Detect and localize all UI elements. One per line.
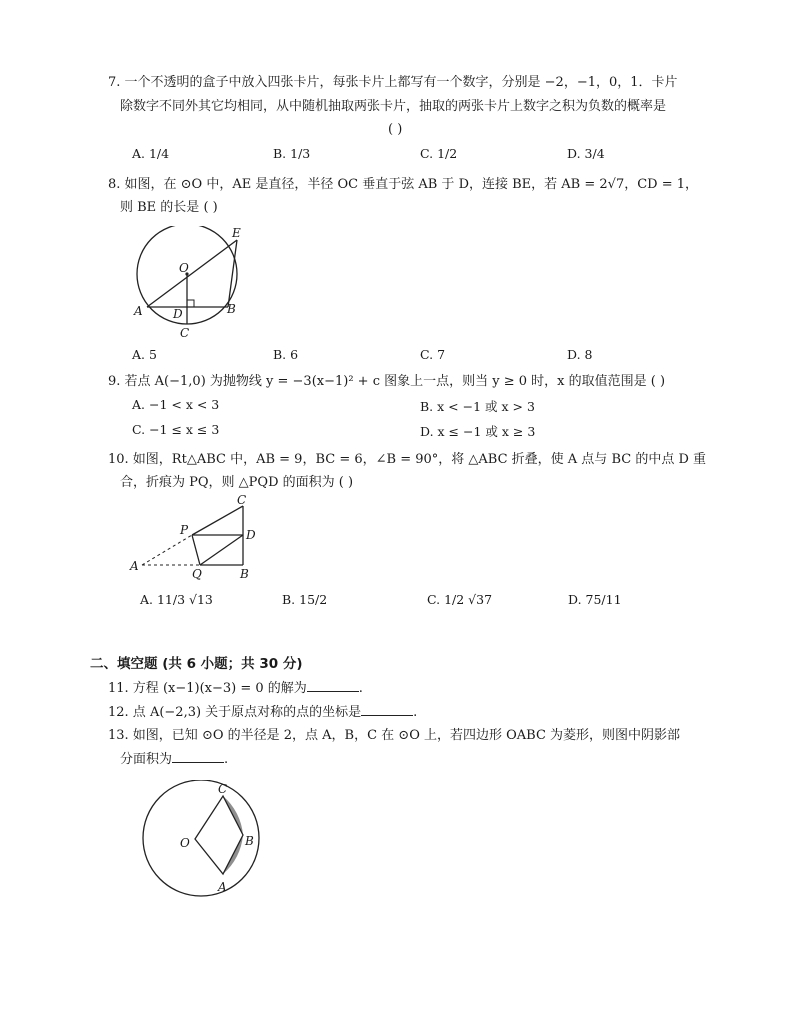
q11-text: 11. 方程 (x−1)(x−3) = 0 的解为 [108, 681, 307, 696]
section-title: 二、填空题 (共 6 小题；共 30 分) [90, 656, 303, 672]
q8-option-a: A. 5 [132, 347, 157, 362]
q13-label-a: A [218, 880, 227, 894]
q8-option-d: D. 8 [567, 347, 593, 362]
q10-option-b: B. 15/2 [282, 592, 328, 607]
q10-option-a: A. 11/3 √13 [140, 592, 213, 607]
q8-figure [128, 226, 248, 341]
q10-fold-qd [200, 535, 243, 565]
q11 [108, 679, 363, 698]
q10-label-c: C [237, 494, 247, 507]
q8-option-b: B. 6 [273, 347, 299, 362]
q10-line2: 合，折痕为 PQ，则 △PQD 的面积为 ( ) [120, 475, 354, 490]
q8-right-angle-mark [187, 300, 194, 307]
q10-figure [128, 494, 263, 582]
q8-line2: 则 BE 的长是 ( ) [120, 200, 218, 215]
q13-line1: 13. 如图，已知 ⊙O 的半径是 2，点 A，B，C 在 ⊙O 上，若四边形 OABC 为菱形，则图中阴影部 [108, 728, 681, 743]
q9-option-b: B. x < −1 或 x > 3 [420, 399, 535, 414]
q12 [108, 703, 417, 722]
q8-option-c: C. 7 [420, 347, 446, 362]
q13-rhombus-oabc [195, 796, 243, 874]
q10-label-d: D [246, 528, 256, 542]
q10-label-p: P [180, 523, 189, 537]
q12-end: . [413, 705, 418, 720]
q13-label-c: C [218, 782, 228, 796]
q12-text: 12. 点 A(−2,3) 关于原点对称的点的坐标是 [108, 705, 362, 720]
q8-label-d: D [173, 307, 183, 321]
q8-label-a: A [134, 304, 143, 318]
q10-segment-pc [192, 506, 243, 535]
q7-option-a: A. 1/4 [132, 146, 170, 161]
q7-line2: 除数字不同外其它均相同，从中随机抽取两张卡片，抽取的两张卡片上数字之积为负数的概率是 [120, 99, 667, 114]
q13-figure [135, 780, 270, 898]
q10-label-q: Q [192, 567, 202, 581]
q9-option-a: A. −1 < x < 3 [132, 397, 220, 412]
q7-answer-paren: ( ) [388, 122, 403, 137]
q7-option-c: C. 1/2 [420, 146, 458, 161]
q8-diameter-ae [147, 240, 237, 307]
q10-dashed-ap [142, 535, 192, 565]
q11-end: . [358, 681, 363, 696]
q7-line1: 7. 一个不透明的盒子中放入四张卡片，每张卡片上都写有一个数字，分别是 −2，−1，0，1．卡片 [108, 75, 678, 90]
q13-answer-blank[interactable] [172, 750, 224, 763]
q11-answer-blank[interactable] [307, 679, 359, 692]
q10-line1: 10. 如图，Rt△ABC 中，AB = 9，BC = 6，∠B = 90°，将 △ABC 折叠，使 A 点与 BC 的中点 D 重 [108, 452, 707, 467]
q7-option-d: D. 3/4 [567, 146, 605, 161]
q8-label-c: C [180, 326, 190, 340]
q13-line2-text: 分面积为 [120, 752, 173, 767]
q13-label-o: O [180, 836, 190, 850]
q10-label-b: B [240, 567, 249, 581]
q9-line1: 9. 若点 A(−1,0) 为抛物线 y = −3(x−1)² + c 图象上一点，则当 y ≥ 0 时，x 的取值范围是 ( ) [108, 374, 666, 389]
q8-label-b: B [227, 302, 236, 316]
q8-segment-be [228, 240, 237, 307]
q13-label-b: B [245, 834, 254, 848]
q8-label-o: O [179, 261, 189, 275]
q9-option-d: D. x ≤ −1 或 x ≥ 3 [420, 424, 536, 439]
q8-line1: 8. 如图，在 ⊙O 中，AE 是直径，半径 OC 垂直于弦 AB 于 D，连接 BE，若 AB = 2√7，CD = 1， [108, 177, 699, 192]
q10-option-d: D. 75/11 [568, 592, 622, 607]
q7-option-b: B. 1/3 [273, 146, 311, 161]
q12-answer-blank[interactable] [361, 703, 413, 716]
q8-label-e: E [232, 226, 241, 240]
q13-end: . [224, 752, 229, 767]
q10-crease-pq [192, 535, 200, 565]
q10-label-a: A [130, 559, 139, 573]
q13-line2 [120, 750, 228, 769]
q9-option-c: C. −1 ≤ x ≤ 3 [132, 422, 220, 437]
q10-option-c: C. 1/2 √37 [427, 592, 493, 607]
